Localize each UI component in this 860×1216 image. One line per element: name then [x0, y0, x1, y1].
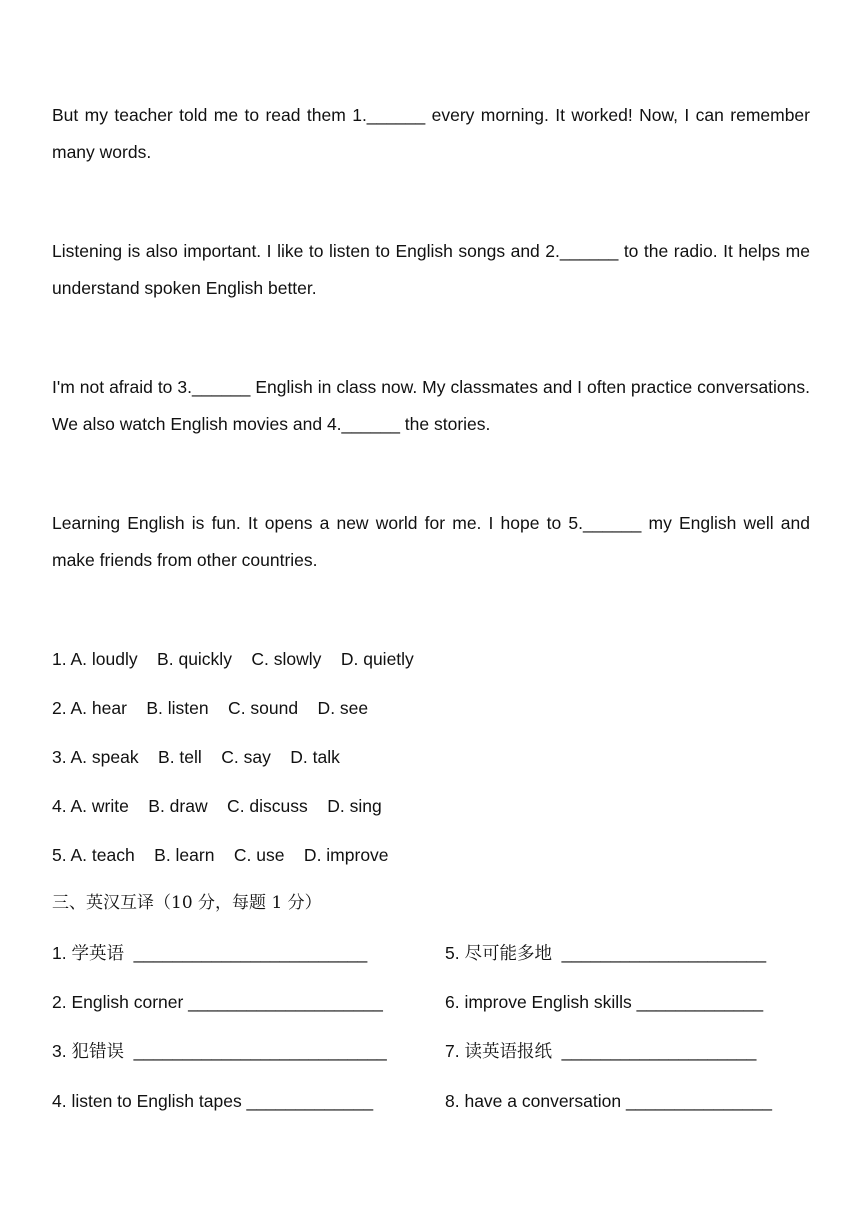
translation-item-3: 3. 犯错误 __________________________	[52, 1041, 387, 1061]
passage-paragraph-1: But my teacher told me to read them 1.______ every morning. It worked! Now, I can remember many words.	[52, 105, 810, 162]
question-2: 2. A. hear B. listen C. sound D. see	[52, 698, 369, 718]
translation-item-1: 1. 学英语 ________________________	[52, 943, 368, 963]
translation-item-7: 7. 读英语报纸 ____________________	[445, 1041, 757, 1061]
translation-item-6: 6. improve English skills _____________	[445, 992, 764, 1012]
translation-item-2: 2. English corner ____________________	[52, 992, 383, 1012]
question-3: 3. A. speak B. tell C. say D. talk	[52, 747, 340, 767]
passage-paragraph-4: Learning English is fun. It opens a new world for me. I hope to 5.______ my English well and make friends from other countries.	[52, 513, 810, 570]
question-4: 4. A. write B. draw C. discuss D. sing	[52, 796, 382, 816]
translation-item-5: 5. 尽可能多地 _____________________	[445, 943, 767, 963]
passage-paragraph-2: Listening is also important. I like to listen to English songs and 2.______ to the radio. It helps me understand spoken English better.	[52, 241, 810, 298]
translation-item-8: 8. have a conversation _______________	[445, 1091, 772, 1111]
passage-paragraph-3: I'm not afraid to 3.______ English in class now. My classmates and I often practice conversations. We also watch English movies and 4.______ the stories.	[52, 377, 810, 434]
translation-item-4: 4. listen to English tapes _____________	[52, 1091, 374, 1111]
section-title: 三、英汉互译（10 分，每题 1 分）	[52, 893, 322, 913]
question-5: 5. A. teach B. learn C. use D. improve	[52, 845, 389, 865]
question-1: 1. A. loudly B. quickly C. slowly D. quietly	[52, 649, 414, 669]
